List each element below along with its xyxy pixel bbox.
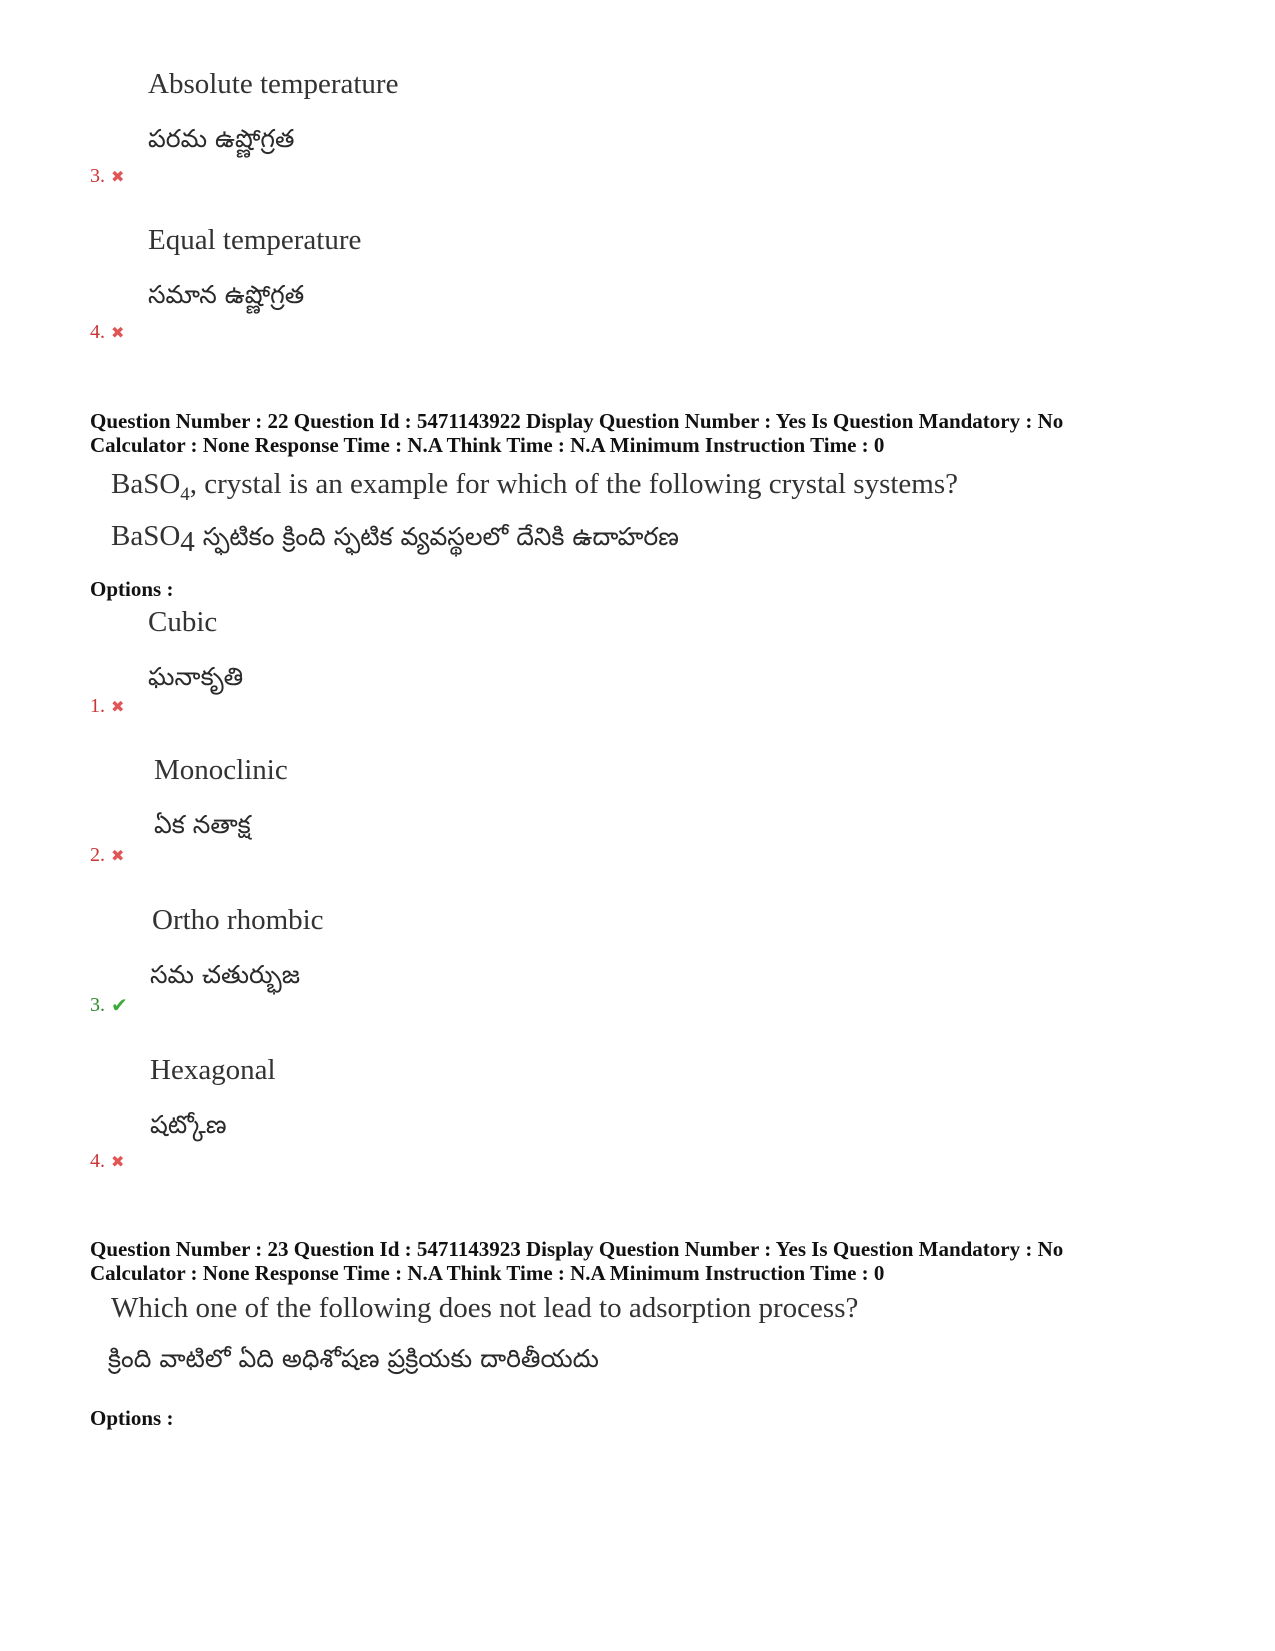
question-23-meta-line-2: Calculator : None Response Time : N.A Think Time : N.A Minimum Instruction Time : 0 xyxy=(90,1261,885,1285)
correct-check-icon: ✔ xyxy=(111,993,128,1017)
question-23-options-label: Options : xyxy=(90,1406,174,1430)
q22-option-1-english: Cubic xyxy=(148,606,218,638)
q22-option-2-number: 2. ✖ xyxy=(90,844,125,866)
option-3-number: 3. ✖ xyxy=(90,165,125,187)
wrong-mark-icon: ✖ xyxy=(111,697,125,716)
option-4-telugu: సమాన ఉష్ణోగ్రత xyxy=(148,280,305,309)
wrong-mark-icon: ✖ xyxy=(111,1152,125,1171)
q22-option-4-telugu: షట్కోణ xyxy=(150,1110,227,1139)
q22-option-2-english: Monoclinic xyxy=(154,754,288,786)
option-3-telugu: పరమ ఉష్ణోగ్రత xyxy=(148,124,295,153)
question-22-meta-line-2: Calculator : None Response Time : N.A Think Time : N.A Minimum Instruction Time : 0 xyxy=(90,433,885,457)
question-23-text-telugu: క్రింది వాటిలో ఏది అధిశోషణ ప్రక్రియకు దారితీయదు xyxy=(108,1344,599,1373)
option-3-english: Absolute temperature xyxy=(148,68,399,100)
question-22-options-label: Options : xyxy=(90,577,174,601)
q22-option-2-telugu: ఏక నతాక్ష xyxy=(154,810,251,839)
question-23-text-english: Which one of the following does not lead to adsorption process? xyxy=(111,1292,859,1324)
q22-option-1-number: 1. ✖ xyxy=(90,695,125,717)
option-4-number: 4. ✖ xyxy=(90,321,125,343)
question-23-meta-line-1: Question Number : 23 Question Id : 5471143923 Display Question Number : Yes Is Question Mandatory : No xyxy=(90,1237,1064,1261)
q22-option-4-english: Hexagonal xyxy=(150,1054,276,1086)
question-22-text-english: BaSO$_4$, crystal is an example for which of the following crystal systems? xyxy=(111,468,959,505)
question-22-meta-line-1: Question Number : 22 Question Id : 5471143922 Display Question Number : Yes Is Question Mandatory : No xyxy=(90,409,1064,433)
q22-option-3-telugu: సమ చతుర్భుజ xyxy=(150,960,301,989)
q22-option-3-number: 3. ✔ xyxy=(90,993,128,1017)
wrong-mark-icon: ✖ xyxy=(111,846,125,865)
wrong-mark-icon: ✖ xyxy=(111,167,125,186)
q22-option-3-english: Ortho rhombic xyxy=(152,904,324,936)
wrong-mark-icon: ✖ xyxy=(111,323,125,342)
q22-option-1-telugu: ఘనాకృతి xyxy=(148,662,244,691)
q22-option-4-number: 4. ✖ xyxy=(90,1150,125,1172)
question-22-text-telugu: BaSO$_4$ స్ఫటికం క్రింది స్ఫటిక వ్యవస్థలలో దేనికి ఉదాహరణ xyxy=(111,520,679,558)
option-4-english: Equal temperature xyxy=(148,224,362,256)
